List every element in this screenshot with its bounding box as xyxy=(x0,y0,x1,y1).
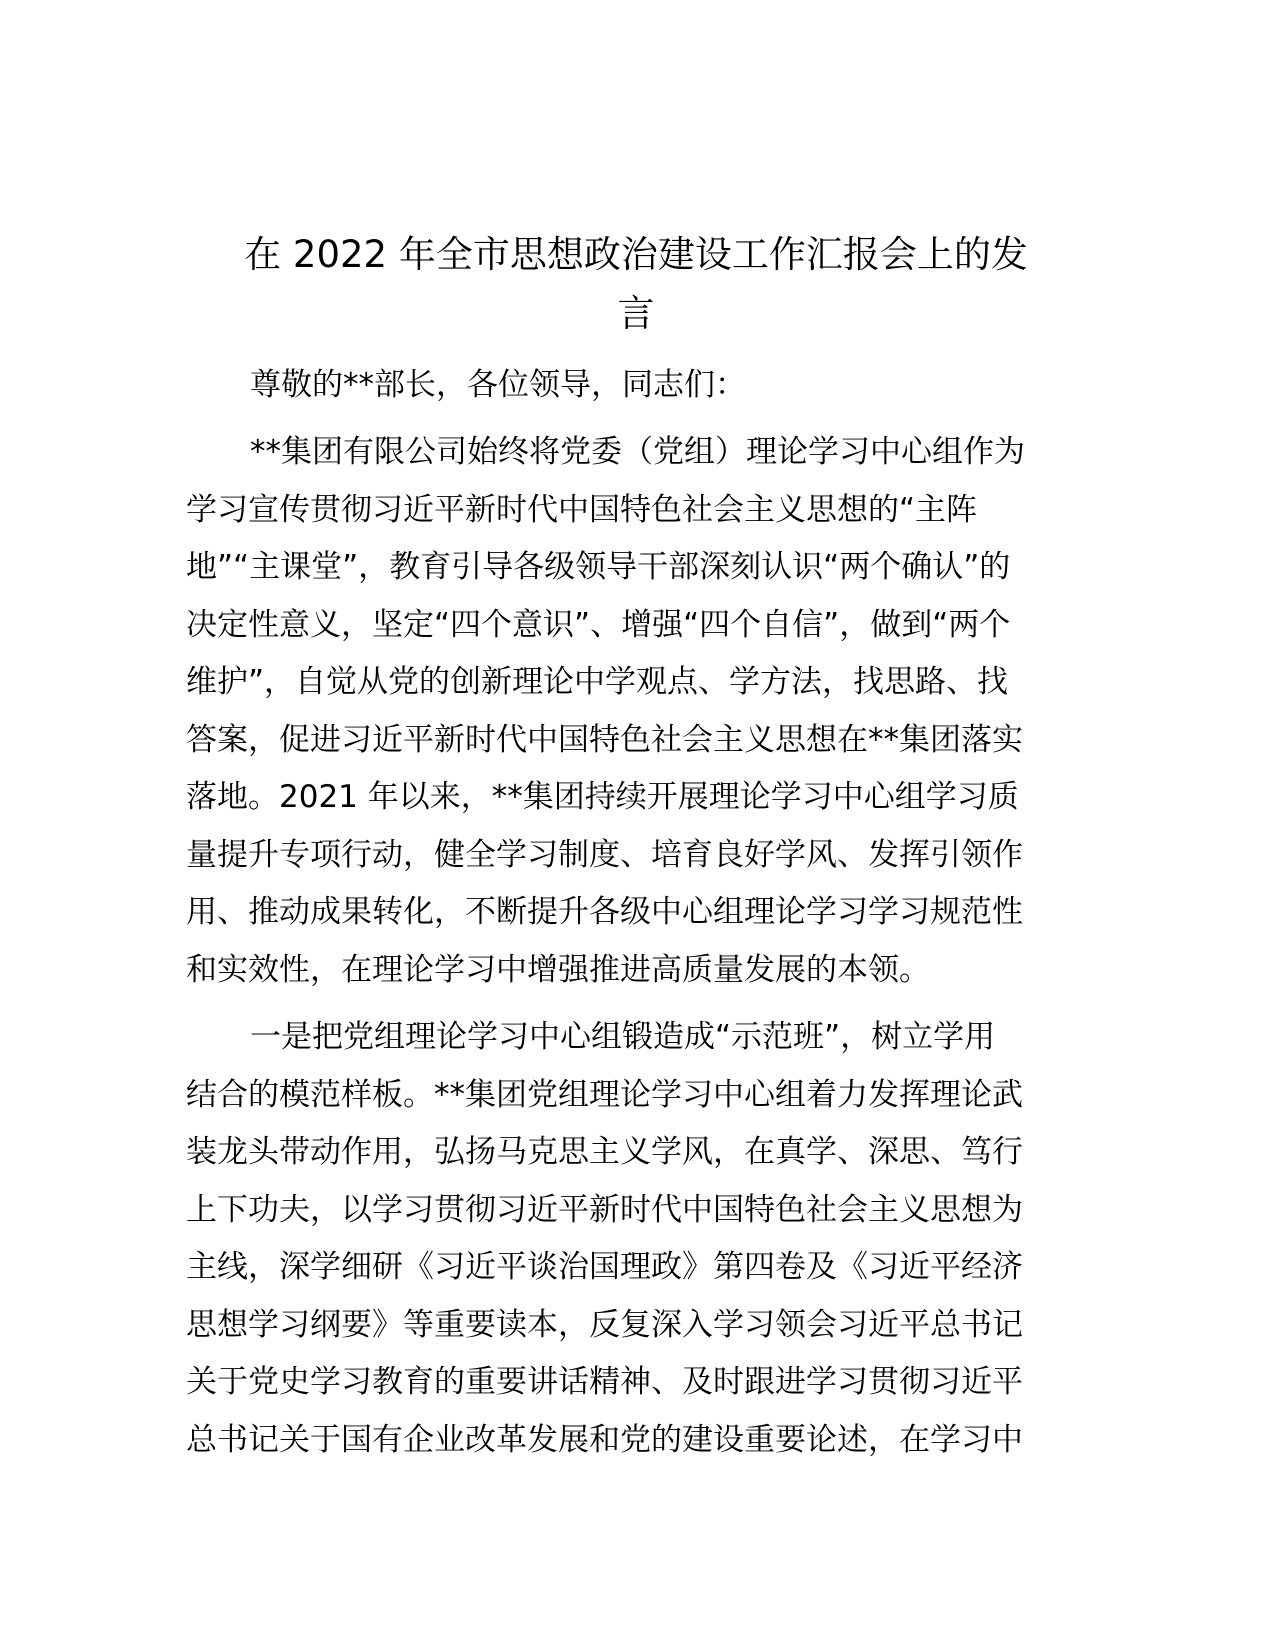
paragraph-line: 决定性意义，坚定“四个意识”、增强“四个自信”，做到“两个 xyxy=(186,606,1011,643)
paragraph-line: 结合的模范样板。**集团党组理论学习中心组着力发挥理论武 xyxy=(186,1076,1023,1113)
paragraph-line: 一是把党组理论学习中心组锻造成“示范班”，树立学用 xyxy=(250,1019,996,1055)
paragraph-2 xyxy=(186,1009,1086,1469)
paragraph-line: 用、推动成果转化，不断提升各级中心组理论学习学习规范性 xyxy=(186,894,1023,930)
paragraph-line: 答案，促进习近平新时代中国特色社会主义思想在**集团落实 xyxy=(186,721,1023,758)
title-line: 言 xyxy=(617,292,655,335)
paragraph-line: 装龙头带动作用，弘扬马克思主义学风，在真学、深思、笃行 xyxy=(186,1134,1023,1170)
paragraph-line: 关于党史学习教育的重要讲话精神、及时跟进学习贯彻习近平 xyxy=(186,1364,1023,1400)
salutation-text: 尊敬的**部长，各位领导，同志们： xyxy=(250,367,746,403)
paragraph-line: 主线，深学细研《习近平谈治国理政》第四卷及《习近平经济 xyxy=(186,1249,1023,1285)
paragraph-line: 量提升专项行动，健全学习制度、培育良好学风、发挥引领作 xyxy=(186,836,1023,873)
paragraph-line: 思想学习纲要》等重要读本，反复深入学习领会习近平总书记 xyxy=(186,1306,1023,1343)
paragraph-1 xyxy=(186,424,1086,999)
paragraph-line: 落地。2021 年以来，**集团持续开展理论学习中心组学习质 xyxy=(186,779,1019,815)
paragraph-line: 维护”，自觉从党的创新理论中学观点、学方法，找思路、找 xyxy=(186,664,1009,700)
paragraph-line: 地”“主课堂”，教育引导各级领导干部深刻认识“两个确认”的 xyxy=(186,549,1011,585)
paragraph-line: 和实效性，在理论学习中增强推进高质量发展的本领。 xyxy=(186,951,930,988)
paragraph-line: 上下功夫，以学习贯彻习近平新时代中国特色社会主义思想为 xyxy=(186,1191,1023,1228)
paragraph-line: 总书记关于国有企业改革发展和党的建设重要论述，在学习中 xyxy=(186,1421,1023,1458)
document-title xyxy=(186,225,1086,343)
paragraph-line: **集团有限公司始终将党委（党组）理论学习中心组作为 xyxy=(250,434,1025,470)
salutation xyxy=(186,357,1086,415)
title-line: 在 2022 年全市思想政治建设工作汇报会上的发 xyxy=(244,233,1028,276)
paragraph-line: 学习宣传贯彻习近平新时代中国特色社会主义思想的“主阵 xyxy=(186,491,978,528)
